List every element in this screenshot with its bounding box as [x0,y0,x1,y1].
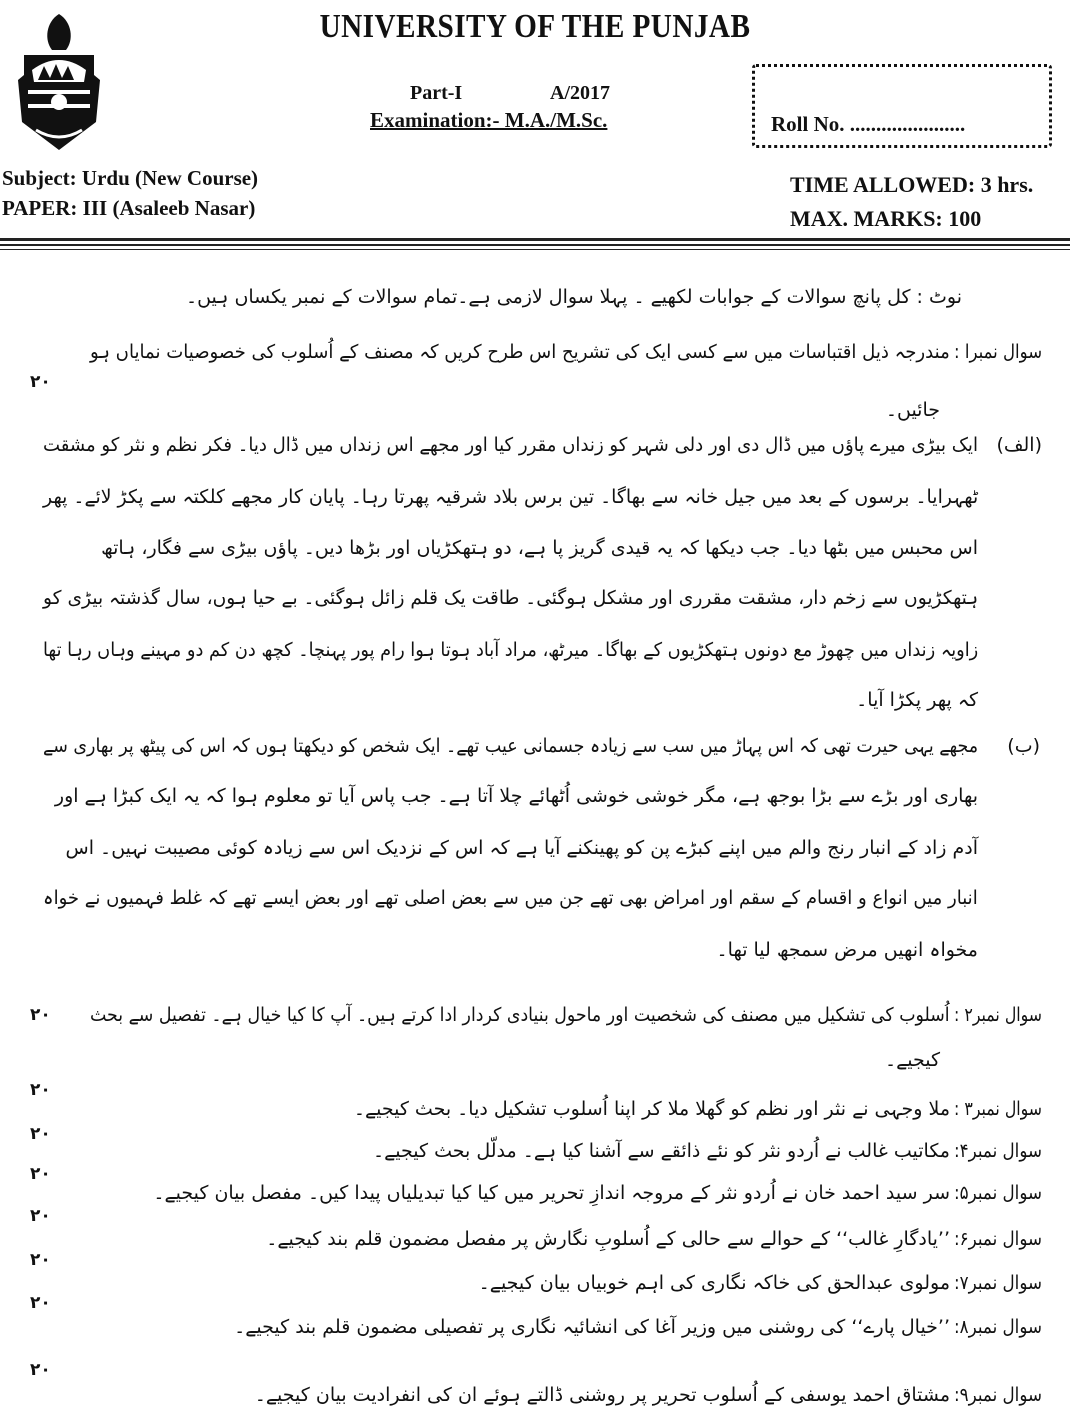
instructions-note: نوٹ : کل پانچ سوالات کے جوابات لکھیے ۔ پہلا سوال لازمی ہے۔تمام سوالات کے نمبر یکساں ہیں۔ [185,286,962,308]
question-text: مندرجہ ذیل اقتباسات میں سے کسی ایک کی تشریح اس طرح کریں کہ مصنف کے اُسلوب کی خصوصیات نمایاں ہو [90,341,950,363]
passage-line: زاویہ زنداں میں چھوڑ مع دونوں ہتھکڑیوں کے بھاگا۔ میرٹھ، مراد آباد ہوتا ہوا رام پور پہنچا۔ کچھ دن کم دو مہینے وہاں رہا تھا [42,639,978,661]
session-label: A/2017 [550,82,610,104]
question-text: مکاتیب غالب نے اُردو نثر کو نئے ذائقے سے آشنا کیا ہے۔ مدلّل بحث کیجیے۔ [373,1140,950,1162]
university-title: UNIVERSITY OF THE PUNJAB [319,8,751,45]
question-text: ’’یادگارِ غالب‘‘ کے حوالے سے حالی کے اُسلوبِ نگارش پر مفصل مضمون قلم بند کیجیے۔ [266,1228,950,1250]
question-label: سوال نمبر۳ : [953,1098,1042,1120]
question-text: اُسلوب کی تشکیل میں مصنف کی شخصیت اور ماحول بنیادی کردار ادا کرتے ہیں۔ آپ کا کیا خیال ہے۔ تفصیل سے بحث [90,1004,950,1026]
question-label: سوال نمبر۷: [954,1272,1042,1294]
passage-line: مجھے یہی حیرت تھی کہ اس پہاڑ میں سب سے زیادہ جسمانی عیب تھے۔ ایک شخص کو دیکھتا ہوں کہ اس کی پیٹھ پر بھاری سے [42,735,978,757]
question-text: مولوی عبدالحق کی خاکہ نگاری کی اہم خوبیاں بیان کیجیے۔ [478,1272,950,1294]
time-allowed: TIME ALLOWED: 3 hrs. [790,172,1034,197]
question-label: سوال نمبر۴: [954,1140,1042,1162]
passage-line: آدم زاد کے انبار رنج والم میں اپنے کبڑے پن کو پھینکنے آیا ہے کہ اس کے نزدیک اس سے زیادہ کوئی مصیبت نہیں۔ اس [65,837,978,859]
header-divider [0,249,1070,250]
examination-label: Examination:- M.A./M.Sc. [370,108,608,132]
passage-line: ایک بیڑی میرے پاؤں میں ڈال دی اور دلی شہر کو زنداں مقرر کیا اور مجھے اس زنداں میں ڈال دیا۔ فکر نظم و نثر کو مشقت [43,434,978,456]
question-5 [82,1178,1042,1208]
max-marks: MAX. MARKS: 100 [790,206,982,231]
question-text: ’’خیال پارے‘‘ کی روشنی میں وزیر آغا کی انشائیہ نگاری پر تفصیلی مضمون قلم بند کیجیے۔ [234,1316,950,1338]
question-3 [82,1094,1042,1124]
question-7 [82,1268,1042,1298]
passage-line: کہ پھر پکڑا آیا۔ [856,689,978,711]
header-divider [0,238,1070,241]
passage-line: مخواہ انھیں مرض سمجھ لیا تھا۔ [716,939,978,961]
marks: ۲۰ [30,1124,51,1144]
question-6 [82,1224,1042,1254]
marks: ۲۰ [30,372,51,392]
marks: ۲۰ [30,1080,51,1100]
question-label: سوال نمبر۵: [954,1182,1042,1204]
question-label: سوال نمبر۸: [954,1316,1042,1338]
passage-line: ہتھکڑیوں سے زخم دار، مشقت مقرری اور مشکل ہوگئی۔ طاقت یک قلم زائل ہوگئی۔ بے حیا ہوں، سال گذشتہ بیڑی کو [42,587,978,609]
question-1 [82,337,1042,367]
question-2 [82,1000,1042,1030]
question-label: سوال نمبر۹: [954,1384,1042,1406]
marks: ۲۰ [30,1164,51,1184]
question-text: مشتاق احمد یوسفی کے اُسلوب تحریر پر روشنی ڈالتے ہوئے ان کی انفرادیت بیان کیجیے۔ [254,1384,950,1406]
question-8 [82,1312,1042,1342]
marks: ۲۰ [30,1005,51,1025]
header-divider [0,244,1070,246]
question-text-cont: جائیں۔ [885,399,940,421]
question-label: سوال نمبر۲ : [953,1004,1042,1026]
passage-be-label: (ب) [1007,735,1040,757]
question-label: سوال نمبر۶: [954,1228,1042,1250]
roll-number-field: Roll No. ...................... [771,112,966,136]
marks: ۲۰ [30,1250,51,1270]
part-label: Part-I [410,82,463,104]
passage-line: اس محبس میں بٹھا دیا۔ جب دیکھا کہ یہ قیدی گریز پا ہے، دو ہتھکڑیاں اور بڑھا دیں۔ پاؤں بیڑی سے فگار، ہاتھ [101,537,978,559]
passage-line: انبار میں انواع و اقسام کے سقم اور امراض بھی تھے جن میں سے بعض اصلی تھے اور بعض ایسے تھے کہ غلط فہمیوں نے خواہ [43,887,978,909]
paper-label: PAPER: III (Asaleeb Nasar) [2,196,256,220]
question-label: سوال نمبرا : [953,341,1042,363]
question-text: ملا وجہی نے نثر اور نظم کو گھلا ملا کر اپنا اُسلوب تشکیل دیا۔ بحث کیجیے۔ [353,1098,950,1120]
question-4 [82,1136,1042,1166]
marks: ۲۰ [30,1206,51,1226]
subject-label: Subject: Urdu (New Course) [2,166,259,190]
question-9 [82,1380,1042,1410]
passage-line: بھاری اور بڑے سے بڑا بوجھ ہے، مگر خوشی خوشی اُٹھائے چلا آتا ہے۔ جب پاس آیا تو معلوم ہوا کہ یہ ایک کبڑا ہے اور [54,785,978,807]
marks: ۲۰ [30,1360,51,1380]
roll-number-box [752,64,1052,148]
passage-alif-label: (الف) [996,434,1042,456]
passage-line: ٹھہرایا۔ برسوں کے بعد میں جیل خانہ سے بھاگا۔ تین برس بلاد شرقیہ پھرتا رہا۔ پایان کار مجھے کلکتہ سے پکڑ لائے۔ پھر [42,486,978,508]
question-text: سر سید احمد خان نے اُردو نثر کے مروجہ اندازِ تحریر میں کیا کیا تبدیلیاں پیدا کیں۔ مفصل بیان کیجیے۔ [153,1182,950,1204]
question-text-cont: کیجیے۔ [884,1049,940,1071]
marks: ۲۰ [30,1293,51,1313]
